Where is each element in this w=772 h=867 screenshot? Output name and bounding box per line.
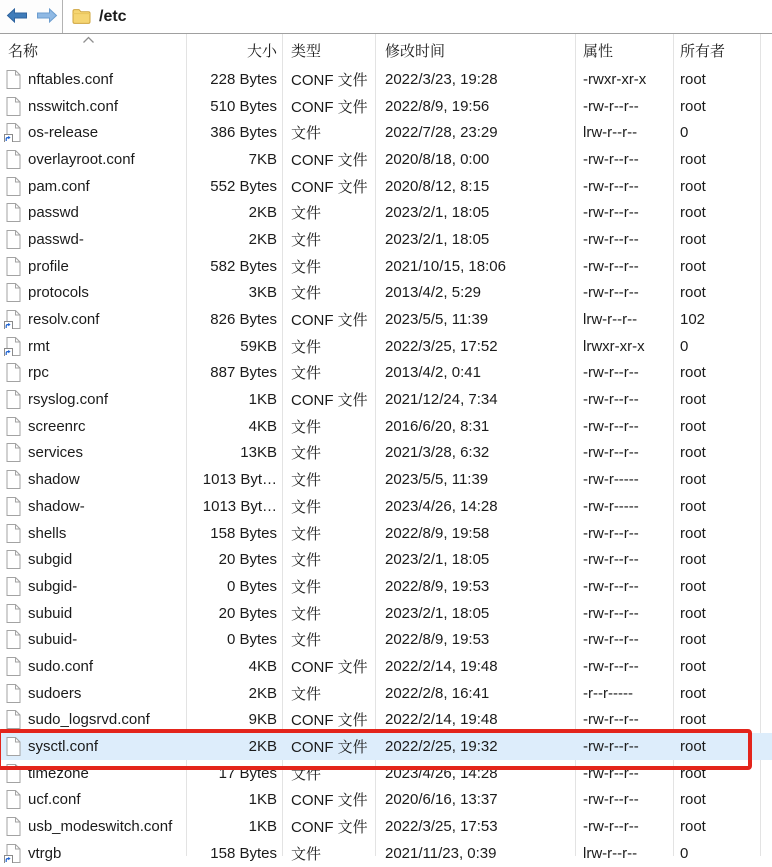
forward-button[interactable] xyxy=(33,3,60,30)
table-row[interactable] xyxy=(0,440,772,467)
file-type: 文件 xyxy=(291,525,322,543)
file-type: CONF 文件 xyxy=(291,658,368,676)
file-owner: root xyxy=(680,631,706,649)
file-icon xyxy=(6,550,22,569)
file-name: subgid- xyxy=(28,577,78,595)
file-name: usb_modeswitch.conf xyxy=(28,818,173,836)
file-size: 1KB xyxy=(248,391,277,409)
file-type: 文件 xyxy=(291,418,322,436)
file-type: 文件 xyxy=(291,125,322,143)
file-attrs: -rw-r--r-- xyxy=(583,177,639,195)
file-modified: 2023/5/5, 11:39 xyxy=(385,311,489,329)
file-modified: 2022/3/25, 17:52 xyxy=(385,337,498,355)
table-row[interactable] xyxy=(0,520,772,547)
table-row[interactable] xyxy=(0,787,772,814)
file-name: subgid xyxy=(28,551,73,569)
file-attrs: -rw-r--r-- xyxy=(583,738,639,756)
file-size: 9KB xyxy=(248,711,277,729)
file-modified: 2022/2/8, 16:41 xyxy=(385,684,490,702)
file-owner: root xyxy=(680,471,706,489)
column-header-name[interactable]: 名称 xyxy=(8,42,39,60)
file-attrs: -rw-r--r-- xyxy=(583,524,639,542)
file-icon xyxy=(6,363,22,382)
file-type: 文件 xyxy=(291,578,322,596)
file-owner: 102 xyxy=(680,311,706,329)
table-row[interactable] xyxy=(0,840,772,867)
file-modified: 2023/2/1, 18:05 xyxy=(385,604,490,622)
file-name: screenrc xyxy=(28,417,86,435)
file-modified: 2022/2/14, 19:48 xyxy=(385,657,498,675)
file-icon xyxy=(6,524,22,543)
file-modified: 2023/2/1, 18:05 xyxy=(385,230,490,248)
file-name: shadow- xyxy=(28,497,85,515)
file-type: 文件 xyxy=(291,765,322,783)
file-type: CONF 文件 xyxy=(291,312,368,330)
file-name: pam.conf xyxy=(28,177,90,195)
file-modified: 2022/3/25, 17:53 xyxy=(385,818,498,836)
file-owner: root xyxy=(680,711,706,729)
file-type: CONF 文件 xyxy=(291,739,368,757)
table-row[interactable] xyxy=(0,600,772,627)
file-icon xyxy=(6,844,22,863)
table-row[interactable] xyxy=(0,93,772,120)
file-attrs: lrw-r--r-- xyxy=(583,124,638,142)
file-name: passwd- xyxy=(28,230,84,248)
address-bar[interactable] xyxy=(62,0,772,33)
table-row[interactable] xyxy=(0,760,772,787)
file-attrs: lrw-r--r-- xyxy=(583,311,638,329)
table-row[interactable] xyxy=(0,386,772,413)
table-row[interactable] xyxy=(0,226,772,253)
file-name: shadow xyxy=(28,471,80,489)
file-name: ucf.conf xyxy=(28,791,81,809)
file-icon xyxy=(6,790,22,809)
file-type: 文件 xyxy=(291,632,322,650)
file-modified: 2021/12/24, 7:34 xyxy=(385,391,498,409)
file-attrs: -rw-r--r-- xyxy=(583,791,639,809)
file-modified: 2023/2/1, 18:05 xyxy=(385,551,490,569)
file-attrs: -rw-r--r-- xyxy=(583,657,639,675)
file-size: 3KB xyxy=(248,284,277,302)
file-name: sysctl.conf xyxy=(28,738,99,756)
file-type: CONF 文件 xyxy=(291,712,368,730)
file-attrs: -rw-r--r-- xyxy=(583,631,639,649)
file-owner: root xyxy=(680,150,706,168)
file-owner: root xyxy=(680,657,706,675)
file-type: 文件 xyxy=(291,605,322,623)
file-icon xyxy=(6,203,22,222)
file-icon xyxy=(6,150,22,169)
file-modified: 2016/6/20, 8:31 xyxy=(385,417,490,435)
file-owner: root xyxy=(680,791,706,809)
file-size: 1KB xyxy=(248,791,277,809)
file-icon xyxy=(6,737,22,756)
file-attrs: -rw-r--r-- xyxy=(583,711,639,729)
table-row[interactable] xyxy=(0,573,772,600)
file-attrs: -rw-r--r-- xyxy=(583,230,639,248)
file-icon xyxy=(6,417,22,436)
file-size: 2KB xyxy=(248,204,277,222)
file-size: 510 Bytes xyxy=(210,97,277,115)
file-modified: 2022/8/9, 19:53 xyxy=(385,631,490,649)
file-type: 文件 xyxy=(291,685,322,703)
back-button[interactable] xyxy=(3,3,30,30)
table-row[interactable] xyxy=(0,66,772,93)
file-type: 文件 xyxy=(291,498,322,516)
file-icon xyxy=(6,283,22,302)
file-table xyxy=(0,34,772,867)
column-header-owner[interactable]: 所有者 xyxy=(680,42,726,60)
file-owner: root xyxy=(680,177,706,195)
file-name: vtrgb xyxy=(28,844,62,862)
file-owner: root xyxy=(680,738,706,756)
file-modified: 2020/6/16, 13:37 xyxy=(385,791,498,809)
file-owner: root xyxy=(680,497,706,515)
sort-ascending-icon xyxy=(82,36,95,44)
file-size: 582 Bytes xyxy=(210,257,277,275)
file-size: 4KB xyxy=(248,417,277,435)
table-row[interactable] xyxy=(0,333,772,360)
file-name: profile xyxy=(28,257,69,275)
file-name: timezone xyxy=(28,764,89,782)
file-modified: 2021/10/15, 18:06 xyxy=(385,257,506,275)
file-owner: root xyxy=(680,764,706,782)
file-modified: 2021/3/28, 6:32 xyxy=(385,444,490,462)
table-row[interactable] xyxy=(0,493,772,520)
file-icon xyxy=(6,684,22,703)
file-icon xyxy=(6,604,22,623)
file-size: 1013 Byt… xyxy=(202,471,277,489)
file-owner: root xyxy=(680,204,706,222)
file-modified: 2022/8/9, 19:56 xyxy=(385,97,490,115)
file-size: 20 Bytes xyxy=(218,604,277,622)
file-modified: 2021/11/23, 0:39 xyxy=(385,844,497,862)
file-type: CONF 文件 xyxy=(291,178,368,196)
file-name: nftables.conf xyxy=(28,70,114,88)
file-icon xyxy=(6,497,22,516)
file-attrs: -rw-r--r-- xyxy=(583,444,639,462)
file-name: rmt xyxy=(28,337,50,355)
table-row[interactable] xyxy=(0,360,772,387)
file-owner: root xyxy=(680,577,706,595)
file-attrs: -r--r----- xyxy=(583,684,633,702)
file-size: 826 Bytes xyxy=(210,311,277,329)
file-icon xyxy=(6,577,22,596)
file-size: 13KB xyxy=(240,444,277,462)
file-attrs: -rwxr-xr-x xyxy=(583,70,647,88)
file-owner: root xyxy=(680,257,706,275)
file-icon xyxy=(6,443,22,462)
file-owner: root xyxy=(680,524,706,542)
file-type: 文件 xyxy=(291,258,322,276)
file-owner: root xyxy=(680,604,706,622)
file-icon xyxy=(6,470,22,489)
file-owner: root xyxy=(680,391,706,409)
file-owner: 0 xyxy=(680,124,689,142)
file-icon xyxy=(6,230,22,249)
file-modified: 2013/4/2, 0:41 xyxy=(385,364,481,382)
file-type: CONF 文件 xyxy=(291,151,368,169)
table-row[interactable] xyxy=(0,146,772,173)
file-type: CONF 文件 xyxy=(291,792,368,810)
file-name: subuid- xyxy=(28,631,78,649)
file-type: 文件 xyxy=(291,205,322,223)
file-name: resolv.conf xyxy=(28,311,100,329)
file-size: 887 Bytes xyxy=(210,364,277,382)
file-size: 2KB xyxy=(248,230,277,248)
file-owner: root xyxy=(680,364,706,382)
file-owner: root xyxy=(680,230,706,248)
file-modified: 2022/2/25, 19:32 xyxy=(385,738,498,756)
file-attrs: lrw-r--r-- xyxy=(583,844,638,862)
file-icon xyxy=(6,97,22,116)
file-type: 文件 xyxy=(291,285,322,303)
file-owner: root xyxy=(680,818,706,836)
file-owner: root xyxy=(680,417,706,435)
file-modified: 2023/5/5, 11:39 xyxy=(385,471,489,489)
file-icon xyxy=(6,337,22,356)
file-size: 386 Bytes xyxy=(210,124,277,142)
file-name: services xyxy=(28,444,84,462)
symlink-badge-icon xyxy=(4,348,13,356)
file-modified: 2022/8/9, 19:58 xyxy=(385,524,490,542)
column-header-attrs[interactable]: 属性 xyxy=(583,42,614,60)
file-table-body xyxy=(0,66,772,867)
symlink-badge-icon xyxy=(4,321,13,329)
file-type: CONF 文件 xyxy=(291,392,368,410)
column-header-size[interactable]: 大小 xyxy=(246,42,277,60)
file-size: 2KB xyxy=(248,684,277,702)
file-size: 552 Bytes xyxy=(210,177,277,195)
file-size: 1013 Byt… xyxy=(202,497,277,515)
column-header-modified[interactable]: 修改时间 xyxy=(385,42,446,60)
file-owner: root xyxy=(680,70,706,88)
file-modified: 2022/7/28, 23:29 xyxy=(385,124,498,142)
file-size: 4KB xyxy=(248,657,277,675)
file-icon xyxy=(6,817,22,836)
table-row[interactable] xyxy=(0,119,772,146)
file-name: sudo.conf xyxy=(28,657,94,675)
symlink-badge-icon xyxy=(4,134,13,142)
file-type: 文件 xyxy=(291,472,322,490)
forward-icon xyxy=(36,8,58,26)
file-attrs: lrwxr-xr-x xyxy=(583,337,645,355)
table-row[interactable] xyxy=(0,306,772,333)
file-icon xyxy=(6,764,22,783)
file-type: 文件 xyxy=(291,231,322,249)
file-attrs: -rw-r--r-- xyxy=(583,417,639,435)
file-modified: 2022/3/23, 19:28 xyxy=(385,70,498,88)
file-icon xyxy=(6,177,22,196)
file-size: 7KB xyxy=(248,150,277,168)
file-name: protocols xyxy=(28,284,89,302)
file-type: CONF 文件 xyxy=(291,71,368,89)
table-row[interactable] xyxy=(0,253,772,280)
file-icon xyxy=(6,257,22,276)
current-path: /etc xyxy=(99,7,127,25)
file-owner: root xyxy=(680,684,706,702)
file-attrs: -rw-r----- xyxy=(583,471,639,489)
file-size: 0 Bytes xyxy=(226,631,277,649)
file-owner: 0 xyxy=(680,337,689,355)
file-attrs: -rw-r--r-- xyxy=(583,97,639,115)
file-attrs: -rw-r--r-- xyxy=(583,764,639,782)
file-size: 158 Bytes xyxy=(210,844,277,862)
file-type: CONF 文件 xyxy=(291,819,368,837)
table-row[interactable] xyxy=(0,280,772,307)
file-size: 2KB xyxy=(248,738,277,756)
file-icon xyxy=(6,123,22,142)
file-type: 文件 xyxy=(291,338,322,356)
file-size: 17 Bytes xyxy=(218,764,277,782)
file-size: 158 Bytes xyxy=(210,524,277,542)
file-modified: 2020/8/12, 8:15 xyxy=(385,177,490,195)
file-name: shells xyxy=(28,524,67,542)
file-name: passwd xyxy=(28,204,79,222)
file-name: sudo_logsrvd.conf xyxy=(28,711,150,729)
file-attrs: -rw-r----- xyxy=(583,497,639,515)
file-size: 228 Bytes xyxy=(210,70,277,88)
file-name: os-release xyxy=(28,124,99,142)
folder-icon xyxy=(72,8,91,25)
column-header-type[interactable]: 类型 xyxy=(291,42,322,60)
file-icon xyxy=(6,70,22,89)
file-attrs: -rw-r--r-- xyxy=(583,150,639,168)
file-owner: root xyxy=(680,444,706,462)
table-row[interactable] xyxy=(0,199,772,226)
file-type: 文件 xyxy=(291,845,322,863)
file-name: sudoers xyxy=(28,684,82,702)
file-type: 文件 xyxy=(291,365,322,383)
file-name: nsswitch.conf xyxy=(28,97,119,115)
table-row[interactable] xyxy=(0,813,772,840)
table-row[interactable] xyxy=(0,173,772,200)
file-type: CONF 文件 xyxy=(291,98,368,116)
file-owner: 0 xyxy=(680,844,689,862)
file-owner: root xyxy=(680,551,706,569)
table-row[interactable] xyxy=(0,653,772,680)
table-row[interactable] xyxy=(0,707,772,734)
file-name: overlayroot.conf xyxy=(28,150,135,168)
file-modified: 2023/4/26, 14:28 xyxy=(385,764,498,782)
file-attrs: -rw-r--r-- xyxy=(583,551,639,569)
table-row[interactable] xyxy=(0,733,772,760)
back-icon xyxy=(6,8,28,26)
file-size: 59KB xyxy=(240,337,277,355)
file-modified: 2023/4/26, 14:28 xyxy=(385,497,498,515)
file-modified: 2013/4/2, 5:29 xyxy=(385,284,481,302)
file-modified: 2022/8/9, 19:53 xyxy=(385,577,490,595)
file-attrs: -rw-r--r-- xyxy=(583,284,639,302)
file-name: rpc xyxy=(28,364,49,382)
file-modified: 2023/2/1, 18:05 xyxy=(385,204,490,222)
file-attrs: -rw-r--r-- xyxy=(583,391,639,409)
file-icon xyxy=(6,657,22,676)
file-size: 20 Bytes xyxy=(218,551,277,569)
file-attrs: -rw-r--r-- xyxy=(583,818,639,836)
file-attrs: -rw-r--r-- xyxy=(583,364,639,382)
table-row[interactable] xyxy=(0,413,772,440)
toolbar xyxy=(0,0,772,34)
table-row[interactable] xyxy=(0,680,772,707)
file-name: rsyslog.conf xyxy=(28,391,109,409)
file-attrs: -rw-r--r-- xyxy=(583,604,639,622)
file-modified: 2022/2/14, 19:48 xyxy=(385,711,498,729)
file-icon xyxy=(6,630,22,649)
file-owner: root xyxy=(680,97,706,115)
table-row[interactable] xyxy=(0,546,772,573)
table-row[interactable] xyxy=(0,466,772,493)
file-size: 1KB xyxy=(248,818,277,836)
column-header-row xyxy=(0,34,772,66)
file-icon xyxy=(6,390,22,409)
file-size: 0 Bytes xyxy=(226,577,277,595)
file-owner: root xyxy=(680,284,706,302)
file-modified: 2020/8/18, 0:00 xyxy=(385,150,490,168)
file-attrs: -rw-r--r-- xyxy=(583,204,639,222)
file-type: 文件 xyxy=(291,445,322,463)
file-name: subuid xyxy=(28,604,73,622)
file-icon xyxy=(6,710,22,729)
table-row[interactable] xyxy=(0,626,772,653)
file-type: 文件 xyxy=(291,552,322,570)
file-attrs: -rw-r--r-- xyxy=(583,257,639,275)
file-attrs: -rw-r--r-- xyxy=(583,577,639,595)
file-icon xyxy=(6,310,22,329)
